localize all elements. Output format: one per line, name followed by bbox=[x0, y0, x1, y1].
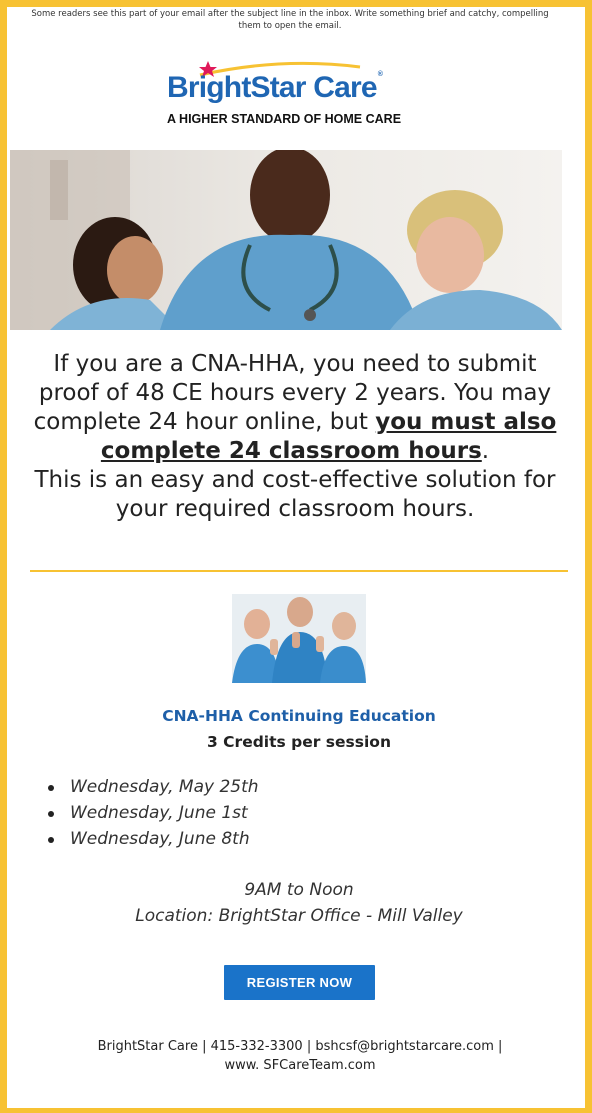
register-now-button[interactable]: REGISTER NOW bbox=[224, 965, 375, 1000]
bullet-icon bbox=[48, 837, 54, 843]
bullet-icon bbox=[48, 811, 54, 817]
session-date-item: Wednesday, June 8th bbox=[48, 829, 259, 855]
brand-tagline: A HIGHER STANDARD OF HOME CARE bbox=[167, 112, 402, 126]
section-divider bbox=[30, 570, 568, 572]
footer-phone-link[interactable]: 415-332-3300 bbox=[210, 1039, 303, 1054]
session-location: Location: BrightStar Office - Mill Valley bbox=[135, 906, 463, 926]
headline-emphasis: you must also complete 24 classroom hours bbox=[100, 409, 557, 464]
bullet-icon bbox=[48, 785, 54, 791]
session-date-item: Wednesday, June 1st bbox=[48, 803, 259, 829]
course-credits: 3 Credits per session bbox=[207, 733, 391, 751]
headline-text: If you are a CNA-HHA, you need to submit proof of 48 CE hours every 2 years. You may complete 24 hour online, but you must also complete 24 classroom hours. This is an easy and cost-effective solution for your required classroom hours. bbox=[33, 351, 557, 522]
preheader-text: Some readers see this part of your email after the subject line in the inbox. Write something brief and catchy, compelling them to open the email. bbox=[31, 9, 549, 31]
session-time: 9AM to Noon bbox=[244, 880, 354, 900]
footer-contact: BrightStar Care | 415-332-3300 | bshcsf@brightstarcare.com | www. SFCareTeam.com bbox=[97, 1039, 503, 1073]
footer-company: BrightStar Care bbox=[97, 1039, 198, 1054]
session-dates-list bbox=[48, 777, 259, 855]
thumbs-up-nurses-image bbox=[232, 594, 366, 683]
session-date-item: Wednesday, May 25th bbox=[48, 777, 259, 803]
footer-email-link[interactable]: bshcsf@brightstarcare.com bbox=[315, 1039, 494, 1054]
brightstar-logo[interactable] bbox=[160, 55, 430, 135]
hero-image-nurses bbox=[10, 150, 562, 330]
footer-website-link[interactable]: www. SFCareTeam.com bbox=[224, 1058, 376, 1073]
course-title: CNA-HHA Continuing Education bbox=[162, 707, 436, 725]
brand-name: BrightStar Care® bbox=[167, 71, 383, 104]
